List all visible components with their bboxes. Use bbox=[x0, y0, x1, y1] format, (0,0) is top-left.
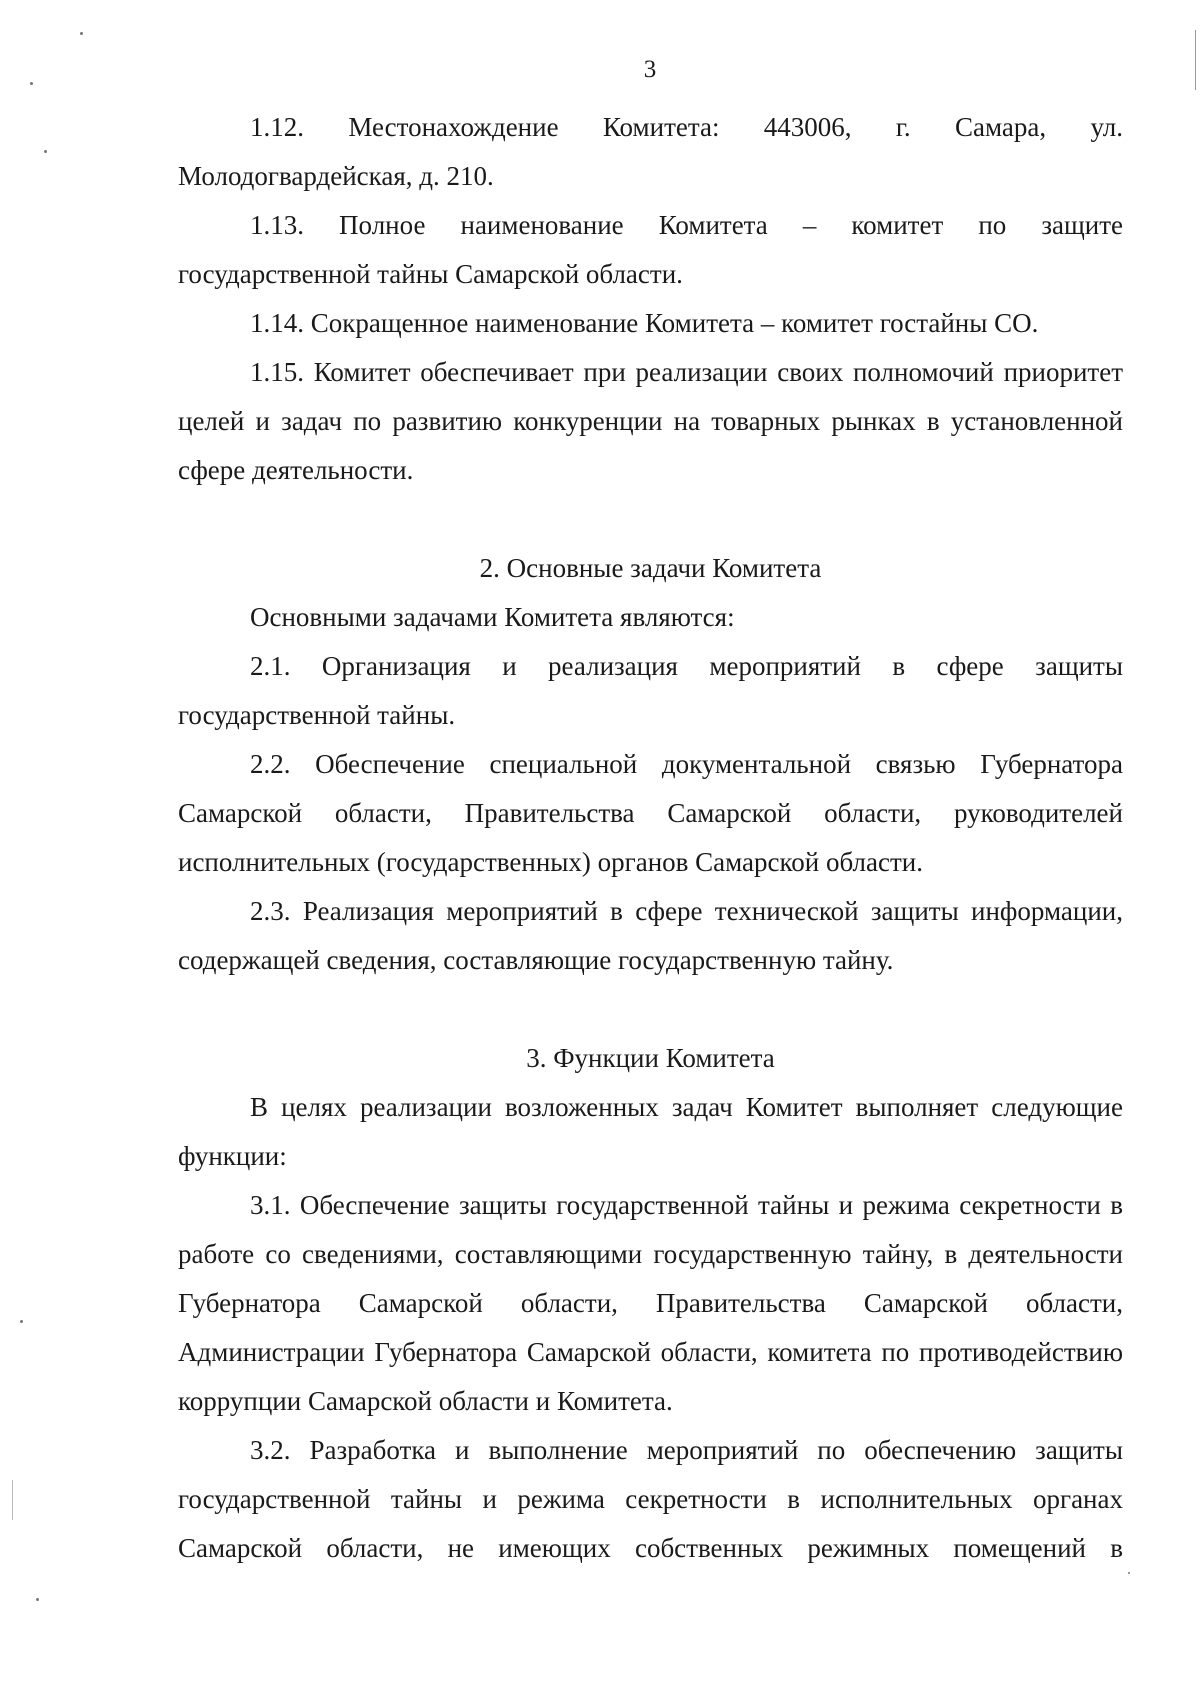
clause-1-14: 1.14. Сокращенное наименование Комитета – комитет гостайны СО. bbox=[250, 308, 1039, 338]
clause-2-3: 2.3. Реализация мероприятий в сфере технической защиты информации, содержащей сведения, составляющие государственную тайну. bbox=[178, 896, 1123, 975]
scan-speck bbox=[44, 150, 47, 153]
section-2-heading: 2. Основные задачи Комитета bbox=[479, 553, 822, 583]
clause-1-13: 1.13. Полное наименование Комитета – комитет по защите государственной тайны Самарской области. bbox=[178, 210, 1123, 289]
scan-speck bbox=[80, 32, 83, 35]
clause-1-12: 1.12. Местонахождение Комитета: 443006, г. Самара, ул. Молодогвардейская, д. 210. bbox=[178, 112, 1123, 191]
clause-2-1: 2.1. Организация и реализация мероприятий в сфере защиты государственной тайны. bbox=[178, 651, 1123, 730]
scan-speck bbox=[1128, 1572, 1130, 1574]
section-3-heading: 3. Функции Комитета bbox=[526, 1043, 775, 1073]
clause-3-1: 3.1. Обеспечение защиты государственной тайны и режима секретности в работе со сведениями, составляющими государственную тайну, в деятельности Губернатора Самарской области, Правительства Самарской области, Администрации Губернатора Самарской области, комитета по противодействию коррупции Самарской области и Комитета. bbox=[178, 1190, 1123, 1416]
section-2-intro: Основными задачами Комитета являются: bbox=[250, 602, 735, 632]
scan-edge-line bbox=[12, 1480, 13, 1520]
document-body bbox=[178, 103, 1123, 1573]
clause-2-2: 2.2. Обеспечение специальной документальной связью Губернатора Самарской области, Правительства Самарской области, руководителей исполнительных (государственных) органов Самарской области. bbox=[178, 749, 1123, 877]
scan-speck bbox=[36, 1598, 39, 1601]
scan-speck bbox=[20, 1320, 23, 1323]
clause-1-15: 1.15. Комитет обеспечивает при реализации своих полномочий приоритет целей и задач по развитию конкуренции на товарных рынках в установленной сфере деятельности. bbox=[178, 357, 1123, 485]
scan-edge-line bbox=[1195, 30, 1196, 90]
clause-3-2: 3.2. Разработка и выполнение мероприятий по обеспечению защиты государственной тайны и режима секретности в исполнительных органах Самарской области, не имеющих собственных режимных помещений в bbox=[178, 1435, 1123, 1563]
page-number: 3 bbox=[643, 56, 657, 83]
scan-speck bbox=[30, 82, 33, 85]
section-3-intro: В целях реализации возложенных задач Комитет выполняет следующие функции: bbox=[178, 1092, 1123, 1171]
